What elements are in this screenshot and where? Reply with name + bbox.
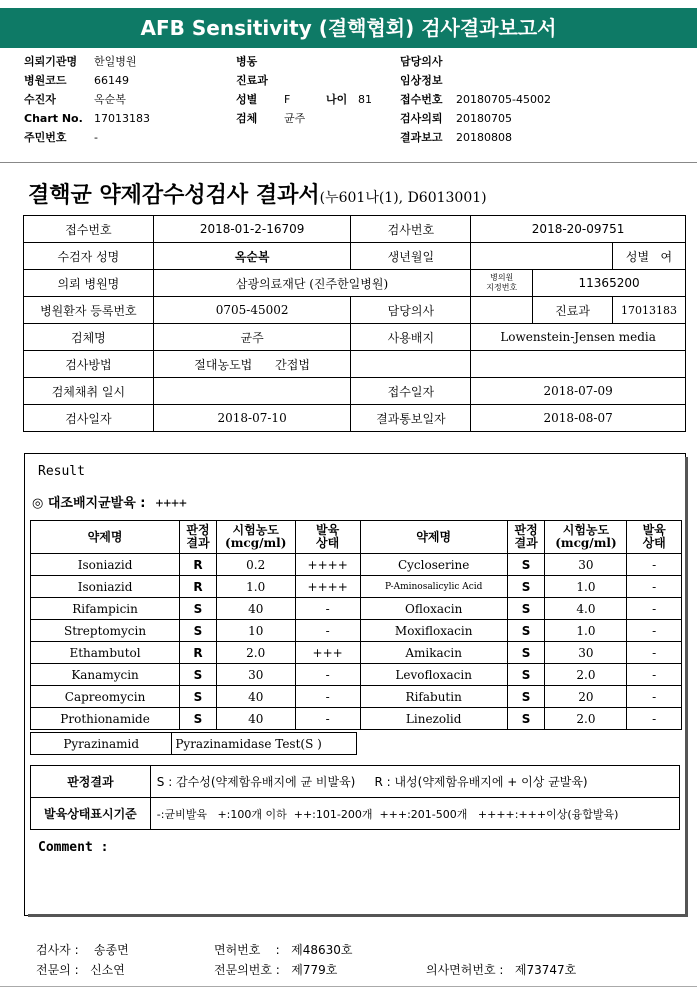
left-drug-cell: Isoniazid xyxy=(31,554,180,576)
growth-legend: -:균비발육 +:100개 이하 ++:101-200개 +++:201-500개 ++++:+++이상(융합발육) xyxy=(150,798,679,830)
method-label: 검사방법 xyxy=(24,351,154,378)
left-growth-cell: - xyxy=(295,708,360,730)
left-conc-cell: 10 xyxy=(216,620,295,642)
right-conc-cell: 1.0 xyxy=(545,620,627,642)
left-res-cell: S xyxy=(180,598,217,620)
pza-result: Pyrazinamidase Test(S ) xyxy=(172,733,357,755)
receipt-no-label: 접수번호 xyxy=(24,216,154,243)
left-res-cell: R xyxy=(180,576,217,598)
result-title: Result xyxy=(38,464,85,479)
left-conc-cell: 1.0 xyxy=(216,576,295,598)
hospital-code: 11365200 xyxy=(533,270,686,297)
left-growth-cell: - xyxy=(295,664,360,686)
left-conc-cell: 0.2 xyxy=(216,554,295,576)
left-growth-cell: - xyxy=(295,686,360,708)
right-conc-cell: 2.0 xyxy=(545,708,627,730)
spec-license-line: 전문의번호 : 제779호 xyxy=(214,963,338,977)
dept: 17013183 xyxy=(613,297,686,324)
right-res-cell: S xyxy=(507,620,545,642)
info-row: 담당의사 xyxy=(400,55,443,68)
left-conc-cell: 2.0 xyxy=(216,642,295,664)
left-res-cell: S xyxy=(180,664,217,686)
left-drug-cell: Streptomycin xyxy=(31,620,180,642)
document-title: 결핵균 약제감수성검사 결과서(누601나(1), D6013001) xyxy=(28,182,487,208)
right-growth-cell: - xyxy=(627,642,682,664)
right-res-cell: S xyxy=(507,554,545,576)
table-row xyxy=(31,576,682,598)
divider xyxy=(0,162,697,163)
left-drug-cell: Capreomycin xyxy=(31,686,180,708)
specimen: 균주 xyxy=(153,324,351,351)
test-date-label: 검사일자 xyxy=(24,405,154,432)
specialist-line: 전문의 : 신소연 xyxy=(36,963,125,977)
right-drug-cell: Rifabutin xyxy=(360,686,507,708)
judge-legend-label: 판정결과 xyxy=(31,766,151,798)
info-column-3 xyxy=(400,52,551,147)
right-res-cell: S xyxy=(507,686,545,708)
right-growth-cell: - xyxy=(627,554,682,576)
table-row xyxy=(31,733,357,755)
info-row: 주민번호 - xyxy=(24,131,98,144)
info-row: 임상정보 xyxy=(400,74,443,87)
license-line: 면허번호 : 제48630호 xyxy=(214,943,353,957)
left-conc-cell: 40 xyxy=(216,686,295,708)
left-growth-cell: +++ xyxy=(295,642,360,664)
dept-label: 진료과 xyxy=(533,297,613,324)
left-res-cell: S xyxy=(180,686,217,708)
left-res-cell: S xyxy=(180,620,217,642)
control-growth: ◎ 대조배지균발육 : ++++ xyxy=(32,496,187,511)
doctor-license-line: 의사면허번호 : 제73747호 xyxy=(426,963,577,977)
report-label: 결과통보일자 xyxy=(351,405,471,432)
right-growth-cell: - xyxy=(627,620,682,642)
info-row: 검사의뢰 20180705 xyxy=(400,112,512,125)
table-row xyxy=(31,554,682,576)
left-conc-cell: 40 xyxy=(216,598,295,620)
right-growth-cell: - xyxy=(627,664,682,686)
left-growth-cell: ++++ xyxy=(295,576,360,598)
left-res-cell: S xyxy=(180,708,217,730)
left-growth-cell: - xyxy=(295,620,360,642)
info-row: 결과보고 20180808 xyxy=(400,131,512,144)
birth-date xyxy=(471,243,613,270)
right-growth-cell: - xyxy=(627,598,682,620)
left-drug-cell: Isoniazid xyxy=(31,576,180,598)
right-res-cell: S xyxy=(507,708,545,730)
report-title: AFB Sensitivity (결핵협회) 검사결과보고서 xyxy=(140,16,557,40)
left-drug-cell: Ethambutol xyxy=(31,642,180,664)
left-drug-cell: Prothionamide xyxy=(31,708,180,730)
right-drug-cell: Amikacin xyxy=(360,642,507,664)
receipt-no: 2018-01-2-16709 xyxy=(153,216,351,243)
right-drug-cell: Moxifloxacin xyxy=(360,620,507,642)
left-growth-cell: - xyxy=(295,598,360,620)
right-conc-cell: 20 xyxy=(545,686,627,708)
info-row: 수진자 옥순복 xyxy=(24,93,126,106)
right-res-cell: S xyxy=(507,664,545,686)
hospital-label: 의뢰 병원명 xyxy=(24,270,154,297)
left-res-cell: R xyxy=(180,642,217,664)
drug-table-header: 약제명 판정 결과 시험농도 (mcg/ml) 발육 상태 약제명 판정 결과 시험농도 (mcg/ml) 발육 상태 xyxy=(31,521,682,554)
table-row xyxy=(31,620,682,642)
right-res-cell: S xyxy=(507,598,545,620)
left-growth-cell: ++++ xyxy=(295,554,360,576)
specimen-label: 검체명 xyxy=(24,324,154,351)
left-conc-cell: 30 xyxy=(216,664,295,686)
info-row: 접수번호 20180705-45002 xyxy=(400,93,551,106)
right-growth-cell: - xyxy=(627,708,682,730)
doctor xyxy=(471,297,533,324)
table-row xyxy=(31,686,682,708)
birth-label: 생년월일 xyxy=(351,243,471,270)
right-drug-cell: Ofloxacin xyxy=(360,598,507,620)
patient-label: 수검자 성명 xyxy=(24,243,154,270)
left-drug-cell: Rifampicin xyxy=(31,598,180,620)
reg-no: 0705-45002 xyxy=(153,297,351,324)
right-conc-cell: 2.0 xyxy=(545,664,627,686)
collect-date xyxy=(153,378,351,405)
sex-cell: 성별 여 xyxy=(613,243,686,270)
info-row: 진료과 xyxy=(236,74,268,87)
right-drug-cell: Cycloserine xyxy=(360,554,507,576)
recv-date: 2018-07-09 xyxy=(471,378,686,405)
right-conc-cell: 30 xyxy=(545,554,627,576)
medium: Lowenstein-Jensen media xyxy=(471,324,686,351)
right-growth-cell: - xyxy=(627,686,682,708)
method-values: 절대농도법 간접법 xyxy=(153,351,351,378)
doctor-label: 담당의사 xyxy=(351,297,471,324)
growth-legend-label: 발육상태표시기준 xyxy=(31,798,151,830)
info-row: 검체 균주 xyxy=(236,112,306,125)
table-row xyxy=(31,664,682,686)
left-conc-cell: 40 xyxy=(216,708,295,730)
right-drug-cell: P-Aminosalicylic Acid xyxy=(360,576,507,598)
left-drug-cell: Kanamycin xyxy=(31,664,180,686)
patient-info-table xyxy=(23,215,686,432)
test-no: 2018-20-09751 xyxy=(471,216,686,243)
info-row: 병동 xyxy=(236,55,258,68)
right-conc-cell: 4.0 xyxy=(545,598,627,620)
judge-legend: S : 감수성(약제함유배지에 균 비발육) R : 내성(약제함유배지에 + 이상 균발육) xyxy=(150,766,679,798)
right-drug-cell: Levofloxacin xyxy=(360,664,507,686)
test-date: 2018-07-10 xyxy=(153,405,351,432)
info-row: 병원코드 66149 xyxy=(24,74,129,87)
info-row: Chart No. 17013183 xyxy=(24,112,150,125)
right-conc-cell: 30 xyxy=(545,642,627,664)
report-title-bar xyxy=(0,8,697,48)
info-column-1 xyxy=(24,52,150,147)
right-conc-cell: 1.0 xyxy=(545,576,627,598)
right-res-cell: S xyxy=(507,576,545,598)
medium-label: 사용배지 xyxy=(351,324,471,351)
test-no-label: 검사번호 xyxy=(351,216,471,243)
tester-line: 검사자 : 송종면 xyxy=(36,943,129,957)
reg-no-label: 병원환자 등록번호 xyxy=(24,297,154,324)
right-drug-cell: Linezolid xyxy=(360,708,507,730)
table-row xyxy=(31,708,682,730)
right-growth-cell: - xyxy=(627,576,682,598)
drug-table xyxy=(30,520,682,730)
info-column-2 xyxy=(236,52,372,128)
report-date: 2018-08-07 xyxy=(471,405,686,432)
recv-label: 접수일자 xyxy=(351,378,471,405)
patient-name: 옥순복 xyxy=(153,243,351,270)
pza-table xyxy=(30,732,357,755)
table-row xyxy=(31,598,682,620)
right-res-cell: S xyxy=(507,642,545,664)
table-row xyxy=(31,642,682,664)
info-row: 의뢰기관명 한일병원 xyxy=(24,55,137,68)
collect-label: 검체채취 일시 xyxy=(24,378,154,405)
left-res-cell: R xyxy=(180,554,217,576)
comment-label: Comment : xyxy=(38,840,109,855)
legend-table xyxy=(30,765,680,830)
hospital-code-label: 병의원 지정번호 xyxy=(471,270,533,297)
hospital-name: 삼광의료재단 (진주한일병원) xyxy=(153,270,470,297)
pza-drug: Pyrazinamid xyxy=(31,733,172,755)
info-row: 성별 F 나이 81 xyxy=(236,93,372,106)
